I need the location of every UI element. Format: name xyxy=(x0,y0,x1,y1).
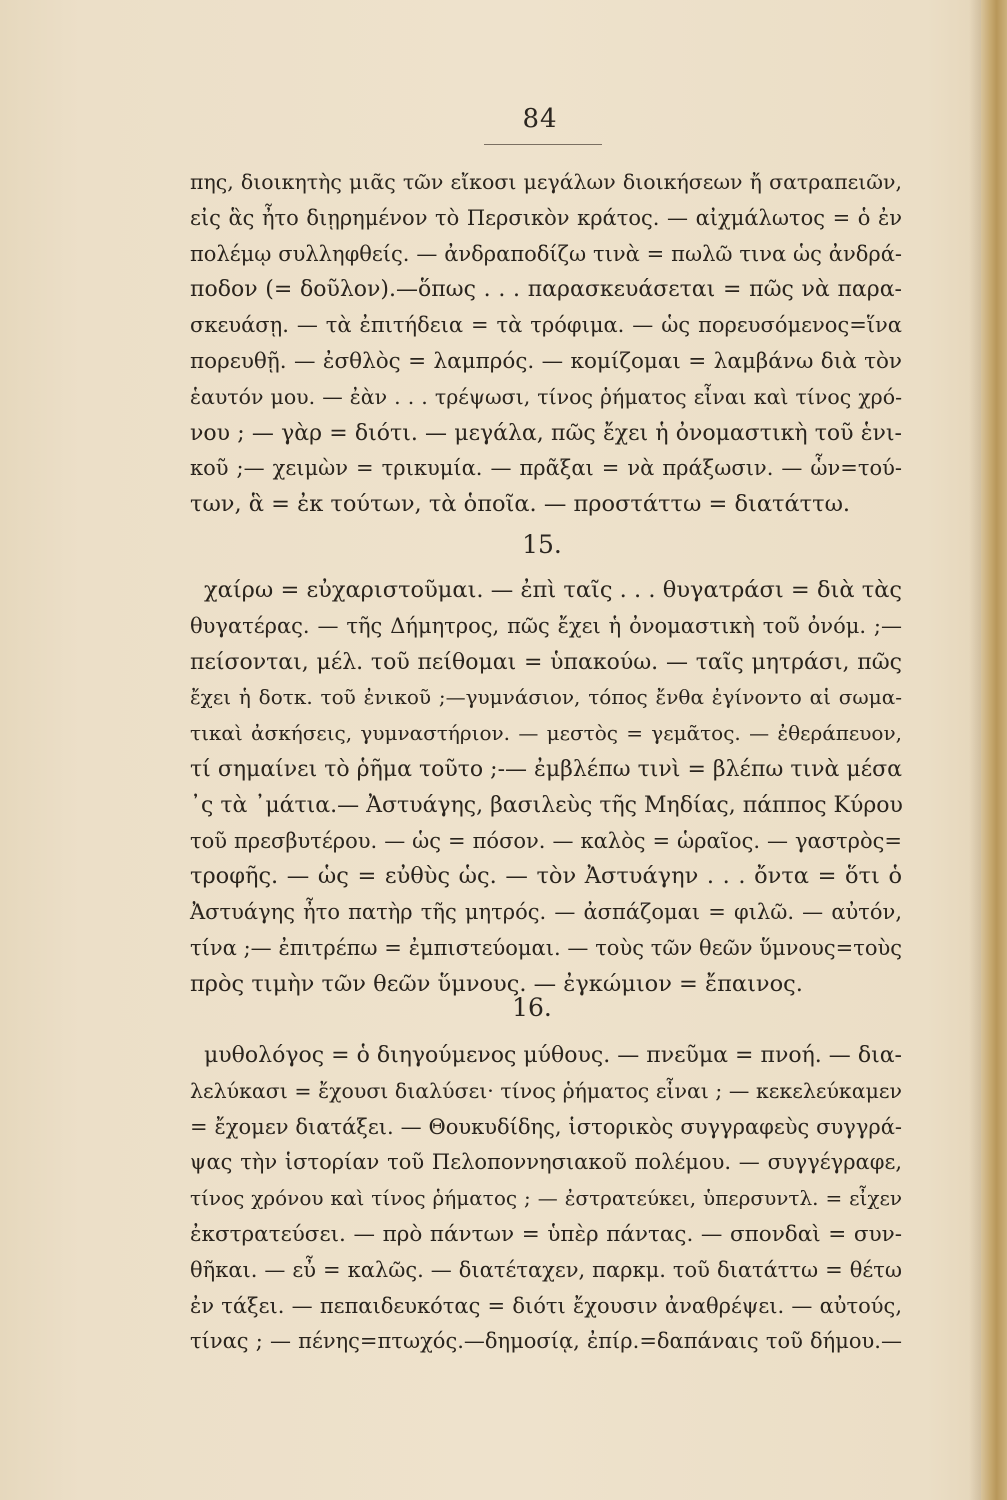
page-edge xyxy=(981,0,1007,1500)
text-line: = ἔχομεν διατάξει. — Θουκυδίδης, ἱστορικὸς συγγραφεὺς συγγρά- xyxy=(190,1114,902,1139)
text-line: εἰς ἃς ἦτο διῃρημένον τὸ Περσικὸν κράτος. — αἰχμάλωτος = ὁ ἐν xyxy=(190,205,902,230)
section-16-paragraph xyxy=(190,1038,902,1360)
page-number: 84 xyxy=(522,104,558,134)
text-line: κοῦ ;— χειμὼν = τρικυμία. — πρᾶξαι = νὰ πράξωσιν. — ὧν=τού- xyxy=(190,456,902,481)
text-line: των, ἃ = ἐκ τούτων, τὰ ὁποῖα. — προστάττω = διατάττω. xyxy=(190,491,851,518)
text-line: ἔχει ἡ δοτκ. τοῦ ἐνικοῦ ;—γυμνάσιον, τόπος ἔνθα ἐγίνοντο αἱ σωμα- xyxy=(190,685,902,710)
section-heading-15: 15. xyxy=(522,530,562,559)
text-line: λελύκασι = ἔχουσι διαλύσει· τίνος ῥήματος εἶναι ; — κεκελεύκαμεν xyxy=(190,1078,902,1103)
text-line: τροφῆς. — ὡς = εὐθὺς ὡς. — τὸν Ἀστυάγην . . . ὄντα = ὅτι ὁ xyxy=(190,863,902,890)
text-line: μυθολόγος = ὁ διηγούμενος μύθους. — πνεῦμα = πνοή. — δια- xyxy=(204,1043,902,1068)
section-heading-16: 16. xyxy=(512,993,552,1022)
text-line: πορευθῇ. — ἐσθλὸς = λαμπρός. — κομίζομαι = λαμβάνω διὰ τὸν xyxy=(190,348,902,374)
text-line: θυγατέρας. — τῆς Δήμητρος, πῶς ἔχει ἡ ὀνομαστικὴ τοῦ ὀνόμ. ;— xyxy=(190,613,902,638)
text-line: νου ; — γὰρ = διότι. — μεγάλα, πῶς ἔχει ἡ ὀνομαστικὴ τοῦ ἑνι- xyxy=(190,420,902,446)
text-line: τοῦ πρεσβυτέρου. — ὡς = πόσον. — καλὸς = ὡραῖος. — γαστρὸς= xyxy=(190,828,902,853)
page-number-rule xyxy=(484,144,602,145)
text-line: ᾽ς τὰ ᾽μάτια.— Ἀστυάγης, βασιλεὺς τῆς Μηδίας, πάππος Κύρου xyxy=(190,792,903,818)
text-line: τικαὶ ἀσκήσεις, γυμναστήριον. — μεστὸς = γεμᾶτος. — ἐθεράπευον, xyxy=(190,721,902,746)
text-line: σκευάσῃ. — τὰ ἐπιτήδεια = τὰ τρόφιμα. — ὡς πορευσόμενος=ἵνα xyxy=(190,313,902,338)
section-15-paragraph xyxy=(190,573,902,1003)
intro-paragraph xyxy=(190,165,902,523)
text-line: πης, διοικητὴς μιᾶς τῶν εἴκοσι μεγάλων διοικήσεων ἤ σατραπειῶν, xyxy=(190,170,902,194)
text-line: πρὸς τιμὴν τῶν θεῶν ὕμνους. — ἐγκώμιον = ἔπαινος. xyxy=(190,970,803,997)
text-line: ποδον (= δοῦλον).—ὅπως . . . παρασκευάσεται = πῶς νὰ παρα- xyxy=(190,277,902,303)
text-line: τί σημαίνει τὸ ῥῆμα τοῦτο ;-— ἐμβλέπω τινὶ = βλέπω τινὰ μέσα xyxy=(190,756,902,782)
text-line: Ἀστυάγης ἦτο πατὴρ τῆς μητρός. — ἀσπάζομαι = φιλῶ. — αὐτόν, xyxy=(190,900,902,925)
text-line: τίνας ; — πένης=πτωχός.—δημοσίᾳ, ἐπίρ.=δαπάναις τοῦ δήμου.— xyxy=(190,1329,902,1354)
text-line: ἐκστρατεύσει. — πρὸ πάντων = ὑπὲρ πάντας. — σπονδαὶ = συν- xyxy=(190,1221,902,1247)
text-line: πολέμῳ συλληφθείς. — ἀνδραποδίζω τινὰ = πωλῶ τινα ὡς ἀνδρά- xyxy=(190,241,902,266)
text-line: χαίρω = εὐχαριστοῦμαι. — ἐπὶ ταῖς . . . θυγατράσι = διὰ τὰς xyxy=(204,577,902,603)
text-line: ἑαυτόν μου. — ἐὰν . . . τρέψωσι, τίνος ῥήματος εἶναι καὶ τίνος χρό- xyxy=(190,384,902,409)
page-edge-shadow xyxy=(969,0,981,1500)
text-line: πείσονται, μέλ. τοῦ πείθομαι = ὑπακούω. — ταῖς μητράσι, πῶς xyxy=(190,649,902,675)
text-line: θῆκαι. — εὖ = καλῶς. — διατέταχεν, παρκμ. τοῦ διατάττω = θέτω xyxy=(190,1257,902,1282)
text-line: τίνος χρόνου καὶ τίνος ῥήματος ; — ἐστρατεύκει, ὑπερσυντλ. = εἶχεν xyxy=(190,1186,902,1211)
text-line: ἐν τάξει. — πεπαιδευκότας = διότι ἔχουσιν ἀναθρέψει. — αὐτούς, xyxy=(190,1293,902,1318)
text-line: ψας τὴν ἱστορίαν τοῦ Πελοποννησιακοῦ πολέμου. — συγγέγραφε, xyxy=(190,1150,902,1175)
text-line: τίνα ;— ἐπιτρέπω = ἐμπιστεύομαι. — τοὺς τῶν θεῶν ὕμνους=τοὺς xyxy=(190,935,902,960)
